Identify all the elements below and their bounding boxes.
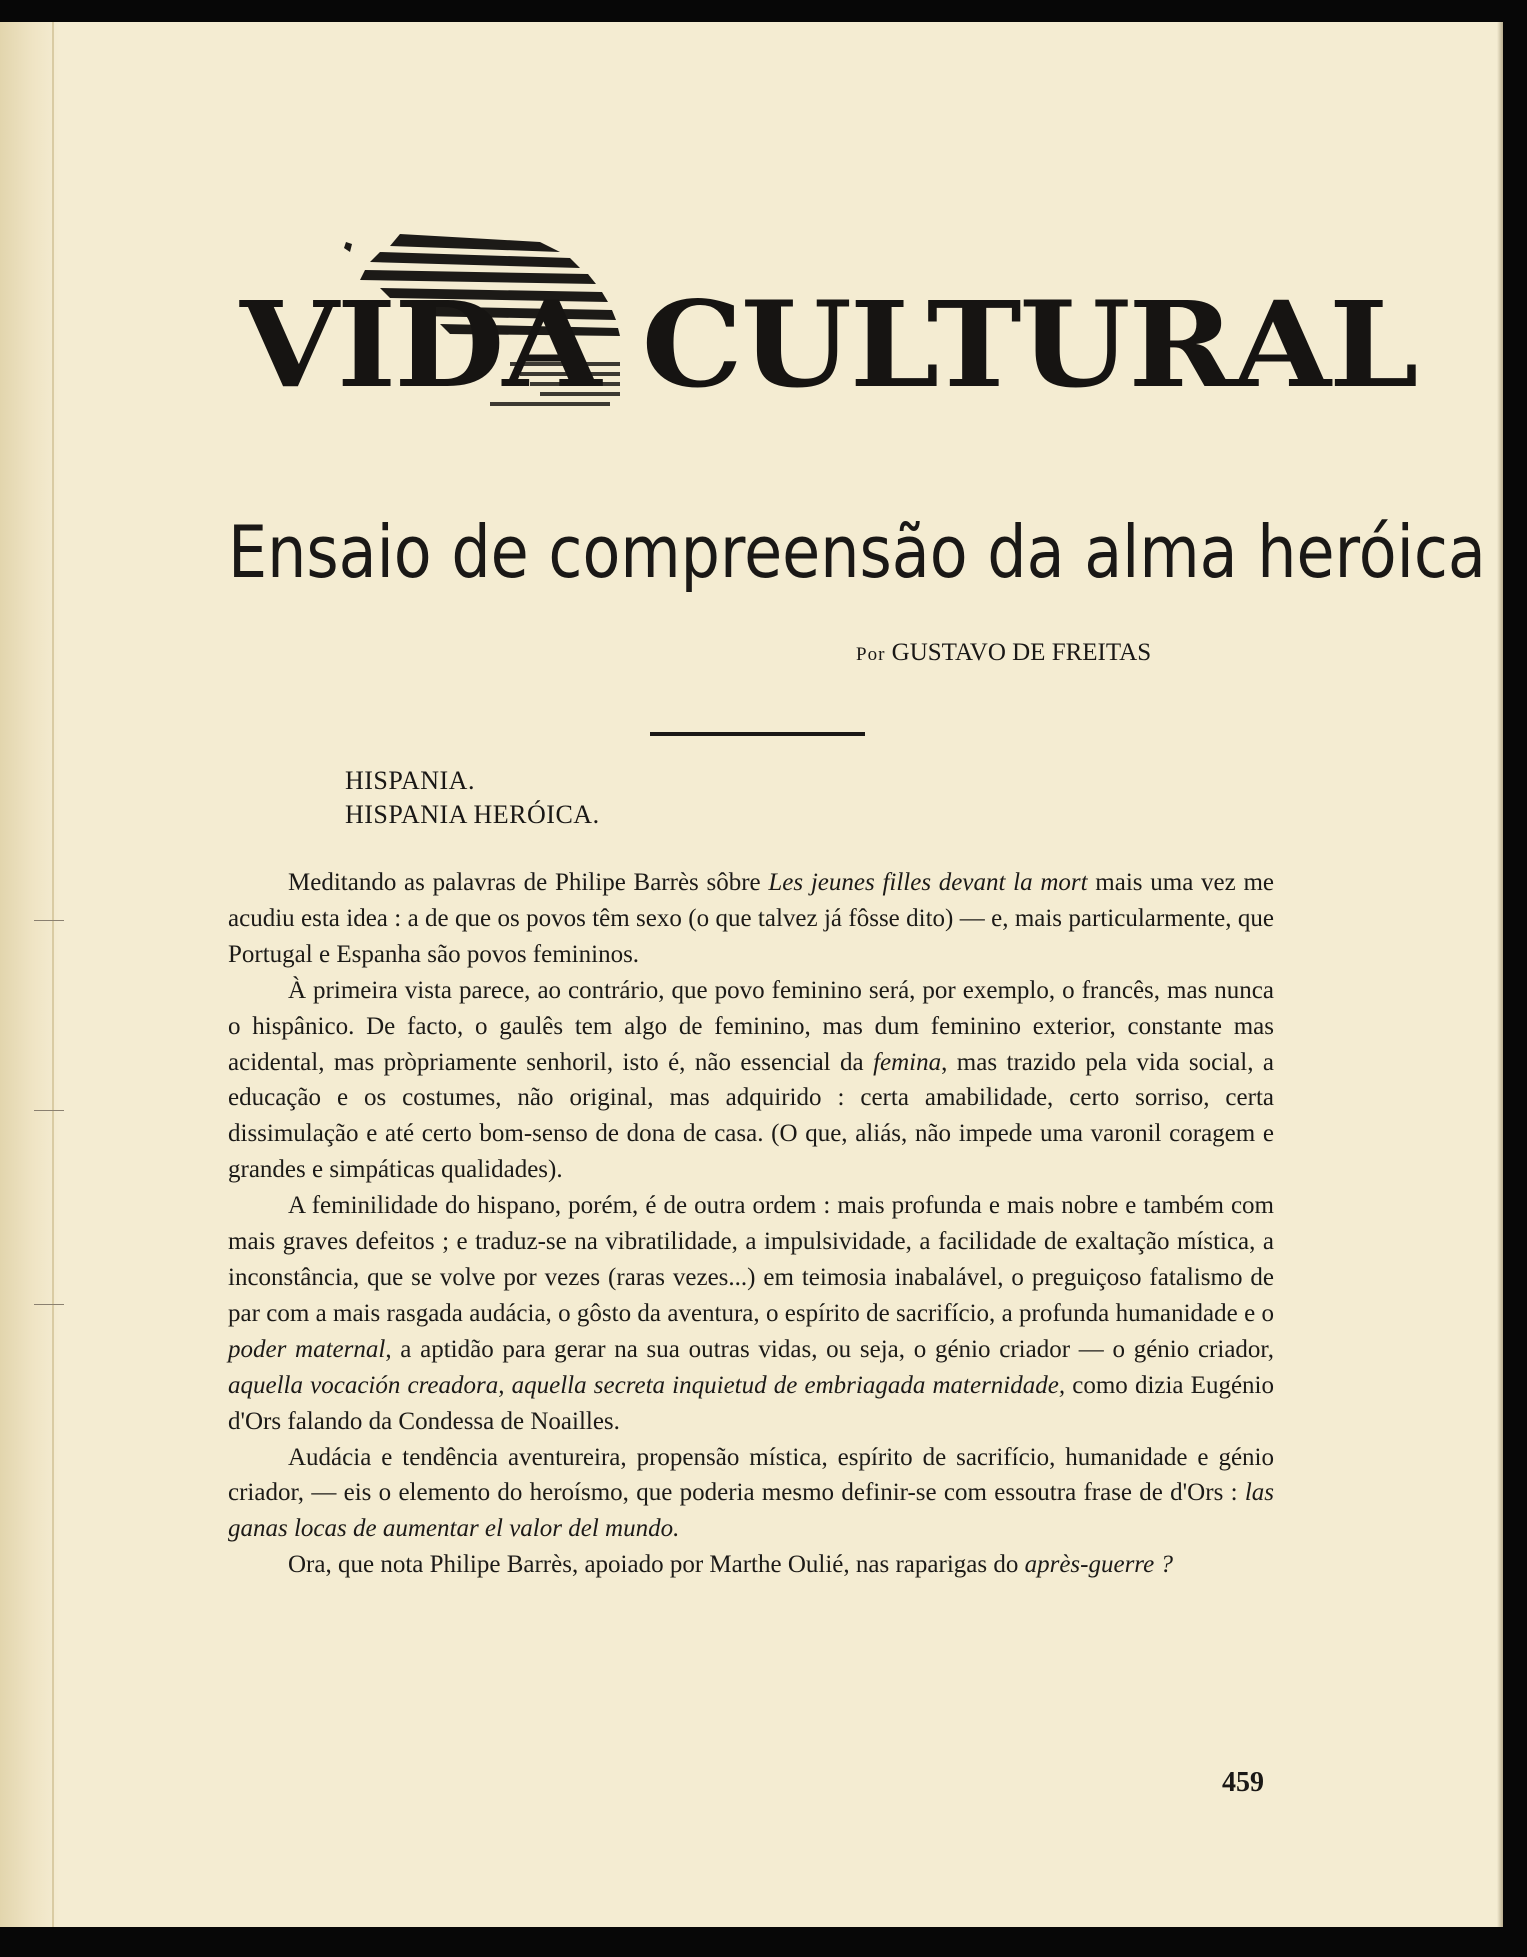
byline-author: GUSTAVO DE FREITAS: [891, 639, 1152, 666]
text-run: mais uma vez me acudiu esta idea : a de que os povos têm sexo (o que talvez já fôsse dito) — e, mais particularmente, que Portugal e Espanha são povos femininos.: [228, 869, 1274, 968]
margin-tick: [34, 920, 64, 921]
paragraph: [228, 865, 1274, 973]
article-title: Ensaio de compreensão da alma heróica: [228, 510, 1486, 594]
section-rule: [650, 732, 865, 736]
epigraph-line: HISPANIA HERÓICA.: [345, 800, 600, 829]
page: [0, 22, 1503, 1927]
text-run: Meditando as palavras de Philipe Barrès sôbre: [288, 869, 769, 896]
text-run: À primeira vista parece, ao contrário, que povo feminino será, por exemplo, o francês, mas nunca o hispânico. De facto, o gaulês tem algo de feminino, mas dum feminino exterior, constante mas acidental, mas pròpriamente senhoril, isto é, não essencial da: [228, 976, 1274, 1076]
paragraph: [228, 973, 1274, 1188]
epigraph: [345, 764, 600, 832]
byline: [856, 636, 1151, 672]
text-run: , mas trazido pela vida social, a educação e os costumes, não original, mas adquirido : certa amabilidade, certo sorriso, certa dissimulação e até certo bom-senso de dona de casa. (O que, aliás, não impede uma varonil coragem e grandes e simpáticas qualidades).: [228, 1048, 1274, 1184]
italic-run: poder maternal: [228, 1335, 386, 1363]
paragraph: [228, 1440, 1274, 1548]
page-number: 459: [1222, 1767, 1264, 1798]
text-run: como dizia Eugénio d'Ors falando da Condessa de Noailles.: [228, 1371, 1274, 1435]
page-gutter: [0, 22, 60, 1927]
italic-run: aquella vocación creadora, aquella secreta inquietud de embriagada maternidade,: [228, 1371, 1066, 1399]
text-run: A feminilidade do hispano, porém, é de outra ordem : mais profunda e mais nobre e também com mais graves defeitos ; e traduz-se na vibratilidade, a impulsividade, a facilidade de exaltação mística, a inconstância, que se volve por vezes (raras vezes...) em teimosia inabalável, o preguiçoso fatalismo de par com a mais rasgada audácia, o gôsto da aventura, o espírito de sacrifício, a profunda humanidade e o: [228, 1192, 1274, 1327]
masthead-title: VIDA CULTURAL: [240, 275, 1417, 414]
italic-run: après-guerre ?: [1024, 1551, 1173, 1579]
gutter-line: [52, 22, 54, 1927]
margin-tick: [34, 1304, 64, 1305]
italic-run: las ganas locas de aumentar el valor del mundo.: [228, 1479, 1274, 1543]
italic-run: femina: [873, 1048, 942, 1076]
italic-run: Les jeunes filles devant la mort: [768, 869, 1088, 896]
text-run: Audácia e tendência aventureira, propensão mística, espírito de sacrifício, humanidade e génio criador, — eis o elemento do heroísmo, que poderia mesmo definir-se com essoutra frase de d'Ors :: [228, 1443, 1274, 1507]
page-edge-shadow: [1497, 22, 1503, 1927]
paragraph: [228, 1188, 1274, 1439]
epigraph-line: HISPANIA.: [345, 766, 475, 795]
masthead: [240, 212, 1417, 432]
article-body: [228, 865, 1274, 1583]
paragraph: [228, 1547, 1274, 1583]
text-run: Ora, que nota Philipe Barrès, apoiado por Marthe Oulié, nas raparigas do: [288, 1551, 1025, 1579]
byline-prefix: Por: [856, 644, 886, 665]
margin-tick: [34, 1110, 64, 1111]
text-run: , a aptidão para gerar na sua outras vidas, ou seja, o génio criador — o génio criador,: [385, 1335, 1274, 1363]
